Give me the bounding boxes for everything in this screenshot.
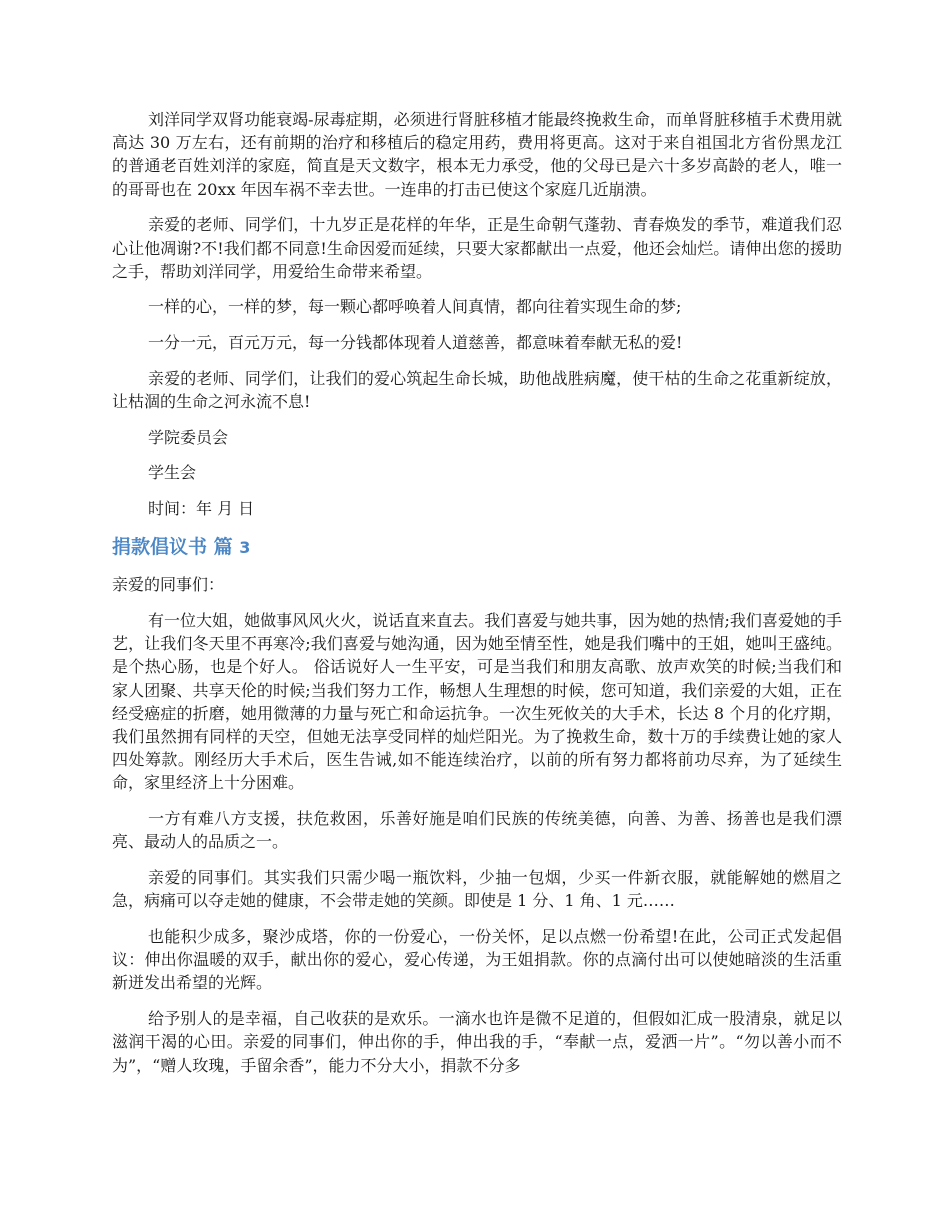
paragraph: 一样的心，一样的梦，每一颗心都呼唤着人间真情，都向往着实现生命的梦; bbox=[148, 297, 682, 317]
paragraph: 有一位大姐，她做事风风火火，说话直来直去。我们喜爱与她共事，因为她的热情;我们喜爱她的手艺，让我们冬天里不再寒冷;我们喜爱与她沟通，因为她至情至性，她是我们嘴中的王姐，她叫王盛纯。是个热心肠，也是个好人。 俗话说好人一生平安，可是当我们和朋友高歌、放声欢笑的时候;当我们和家人团聚、共享天伦的时候;当我们努力工作，畅想人生理想的时候，您可知道，我们亲爱的大姐，正在经受癌症的折磨，她用微薄的力量与死亡和命运抗争。一次生死攸关的大手术，长达 8 个月的化疗期，我们虽然拥有同样的天空，但她无法享受同样的灿烂阳光。为了挽救生命，数十万的手续费让她的家人四处筹款。刚经历大手术后，医生告诫,如不能连续治疗，以前的所有努力都将前功尽弃，为了延续生命，家里经济上十分困难。 bbox=[112, 611, 842, 793]
salutation: 亲爱的同事们： bbox=[112, 575, 225, 595]
paragraph: 一分一元，百元万元，每一分钱都体现着人道慈善，都意味着奉献无私的爱! bbox=[148, 333, 683, 353]
section-heading-number: 3 bbox=[239, 538, 251, 558]
paragraph: 亲爱的老师、同学们，让我们的爱心筑起生命长城，助他战胜病魔，使干枯的生命之花重新绽放，让枯涸的生命之河永流不息! bbox=[112, 368, 842, 412]
paragraph: 给予别人的是幸福，自己收获的是欢乐。一滴水也许是微不足道的，但假如汇成一股清泉，就足以滋润干渴的心田。亲爱的同事们，伸出你的手，伸出我的手，“奉献一点，爱洒一片”。“勿以善小而不为”，“赠人玫瑰，手留余香”，能力不分大小，捐款不分多 bbox=[112, 1009, 842, 1075]
document-page bbox=[112, 108, 842, 1089]
section-heading bbox=[112, 534, 842, 561]
paragraph: 刘洋同学双肾功能衰竭-尿毒症期，必须进行肾脏移植才能最终挽救生命，而单肾脏移植手术费用就高达 30 万左右，还有前期的治疗和移植后的稳定用药，费用将更高。这对于来自祖国北方省份黑龙江的普通老百姓刘洋的家庭，简直是天文数字，根本无力承受，他的父母已是六十多岁高龄的老人，唯一的哥哥也在 20xx 年因车祸不幸去世。一连串的打击已使这个家庭几近崩溃。 bbox=[112, 110, 842, 199]
paragraph: 一方有难八方支援，扶危救困，乐善好施是咱们民族的传统美德，向善、为善、扬善也是我们漂亮、最动人的品质之一。 bbox=[112, 809, 842, 852]
date-line: 时间：年 月 日 bbox=[148, 499, 255, 519]
paragraph: 亲爱的同事们。其实我们只需少喝一瓶饮料，少抽一包烟，少买一件新衣服，就能解她的燃眉之急，病痛可以夺走她的健康，不会带走她的笑颜。即使是 1 分、1 角、1 元…… bbox=[112, 868, 842, 911]
section-heading-text: 捐款倡议书 篇 bbox=[112, 536, 233, 559]
paragraph: 亲爱的老师、同学们，十九岁正是花样的年华，正是生命朝气蓬勃、青春焕发的季节，难道我们忍心让他凋谢?不!我们都不同意!生命因爱而延续，只要大家都献出一点爱，他还会灿烂。请伸出您的援助之手，帮助刘洋同学，用爱给生命带来希望。 bbox=[112, 215, 842, 281]
paragraph: 也能积少成多，聚沙成塔，你的一份爱心，一份关怀，足以点燃一份希望!在此，公司正式发起倡议：伸出你温暖的双手，献出你的爱心，爱心传递，为王姐捐款。你的点滴付出可以使她暗淡的生活重新迸发出希望的光辉。 bbox=[112, 926, 842, 993]
signature-org: 学院委员会 bbox=[148, 427, 229, 447]
signature-union: 学生会 bbox=[148, 463, 197, 483]
